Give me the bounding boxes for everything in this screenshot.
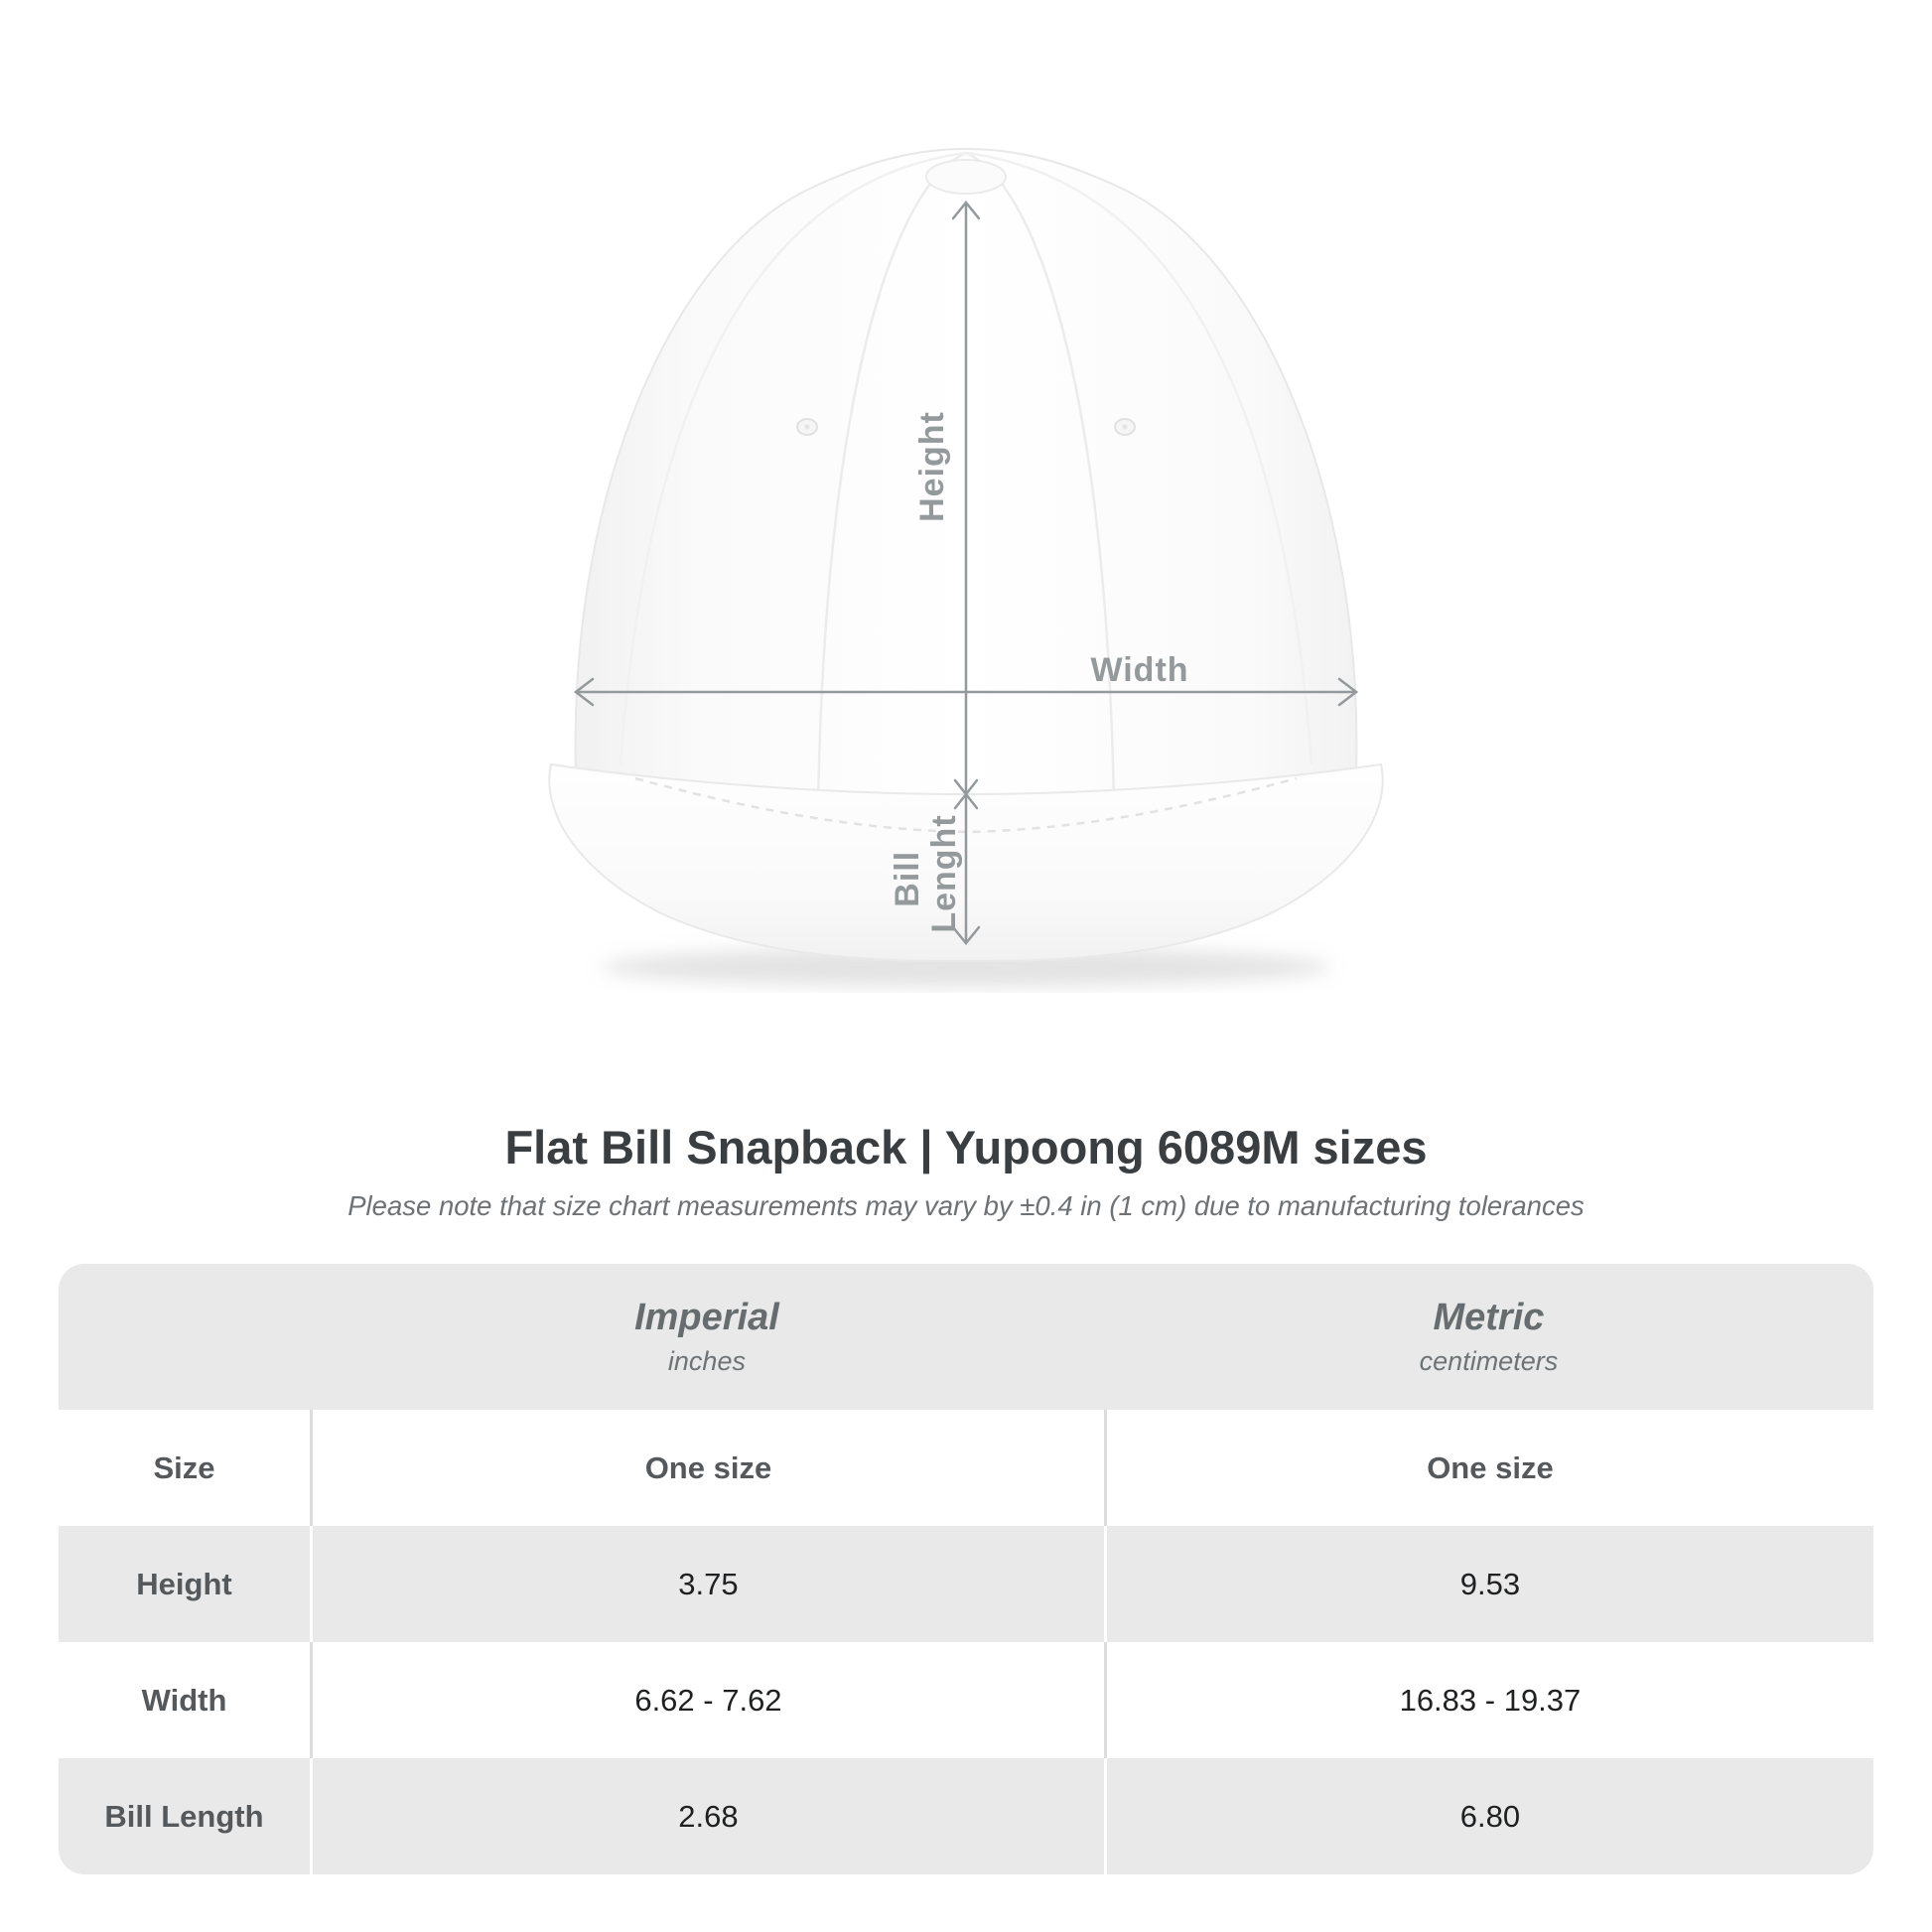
metric-unit-label: centimeters	[1419, 1346, 1559, 1376]
height-label: Height	[913, 411, 951, 522]
imperial-value: One size	[310, 1410, 1104, 1526]
metric-value: 6.80	[1104, 1758, 1873, 1874]
hat-mockup	[477, 119, 1455, 993]
table-row-height	[59, 1526, 1873, 1642]
table-row-size	[59, 1410, 1873, 1526]
row-label: Size	[153, 1449, 215, 1485]
table-row-width	[59, 1642, 1873, 1758]
metric-label: Metric	[1433, 1297, 1545, 1338]
heading-block	[0, 1118, 1932, 1225]
header-imperial	[310, 1297, 1104, 1377]
metric-value: One size	[1104, 1410, 1873, 1526]
imperial-value: 6.62 - 7.62	[310, 1642, 1104, 1758]
imperial-value: 3.75	[310, 1526, 1104, 1642]
imperial-value: 2.68	[310, 1758, 1104, 1874]
width-label: Width	[1090, 651, 1189, 689]
eyelet-right	[1115, 419, 1135, 435]
row-label: Height	[136, 1566, 232, 1601]
table-row-bill-length	[59, 1758, 1873, 1874]
eyelet-left	[797, 419, 817, 435]
page-title: Flat Bill Snapback | Yupoong 6089M sizes	[504, 1121, 1428, 1173]
imperial-label: Imperial	[634, 1297, 779, 1338]
row-label: Width	[141, 1682, 227, 1718]
metric-value: 16.83 - 19.37	[1104, 1642, 1873, 1758]
header-metric	[1104, 1297, 1873, 1377]
imperial-unit-label: inches	[667, 1346, 746, 1376]
bill-length-label: Bill Lenght	[889, 814, 963, 933]
size-table	[59, 1264, 1873, 1874]
metric-value: 9.53	[1104, 1526, 1873, 1642]
hat-button	[926, 160, 1006, 194]
table-header-row	[59, 1264, 1873, 1410]
row-label: Bill Length	[104, 1798, 264, 1834]
tolerance-note: Please note that size chart measurements may vary by ±0.4 in (1 cm) due to manufacturing tolerances	[347, 1190, 1585, 1221]
